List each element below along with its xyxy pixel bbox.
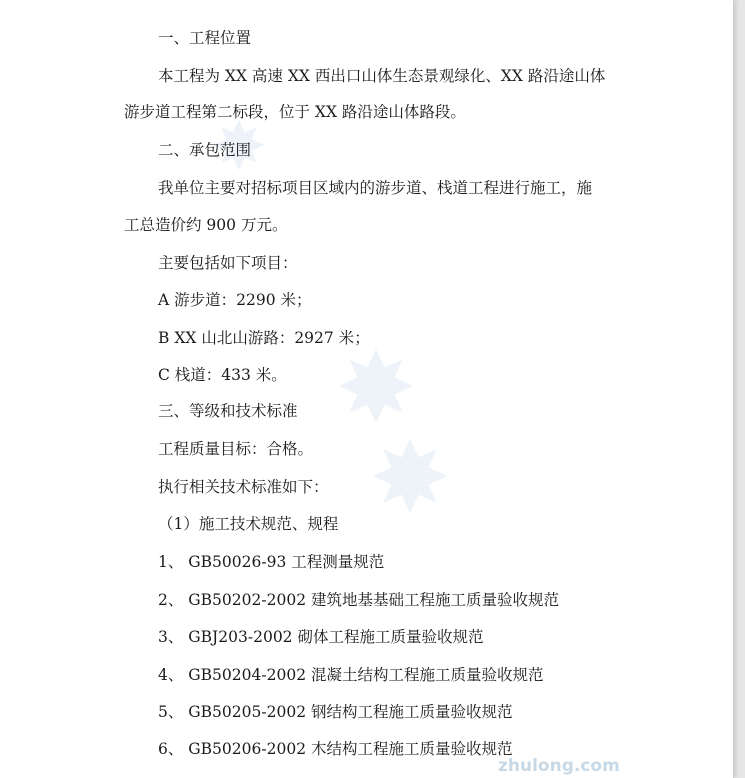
list-item: B XX 山北山游路：2927 米；	[158, 329, 370, 347]
paragraph-line: 我单位主要对招标项目区域内的游步道、栈道工程进行施工，施	[158, 179, 593, 197]
standard-list-item: 1、 GB50026-93 工程测量规范	[158, 553, 385, 571]
section-heading-standards: 三、等级和技术标准	[158, 402, 298, 420]
standard-list-item: 6、 GB50206-2002 木结构工程施工质量验收规范	[158, 740, 513, 758]
paragraph-line: 本工程为 XX 高速 XX 西出口山体生态景观绿化、XX 路沿途山体	[158, 67, 606, 85]
sub-heading: （1）施工技术规范、规程	[158, 515, 339, 533]
paragraph-line: 游步道工程第二标段，位于 XX 路沿途山体路段。	[124, 103, 466, 121]
watermark-logo-icon	[370, 436, 450, 516]
watermark-site-text: zhulong.com	[498, 756, 620, 776]
paragraph-line: 工程质量目标：合格。	[158, 440, 314, 458]
paragraph-line: 主要包括如下项目：	[158, 254, 298, 272]
standard-list-item: 5、 GB50205-2002 钢结构工程施工质量验收规范	[158, 703, 513, 721]
section-heading-location: 一、工程位置	[158, 29, 252, 47]
list-item: C 栈道：433 米。	[158, 366, 287, 384]
standard-list-item: 3、 GBJ203-2002 砌体工程施工质量验收规范	[158, 628, 484, 646]
standard-list-item: 4、 GB50204-2002 混凝土结构工程施工质量验收规范	[158, 666, 544, 684]
watermark-logo-icon	[336, 346, 416, 426]
list-item: A 游步道：2290 米；	[158, 291, 312, 309]
paragraph-line: 工总造价约 900 万元。	[124, 216, 288, 234]
section-heading-scope: 二、承包范围	[158, 141, 252, 159]
paragraph-line: 执行相关技术标准如下：	[158, 478, 329, 496]
standard-list-item: 2、 GB50202-2002 建筑地基基础工程施工质量验收规范	[158, 591, 559, 609]
